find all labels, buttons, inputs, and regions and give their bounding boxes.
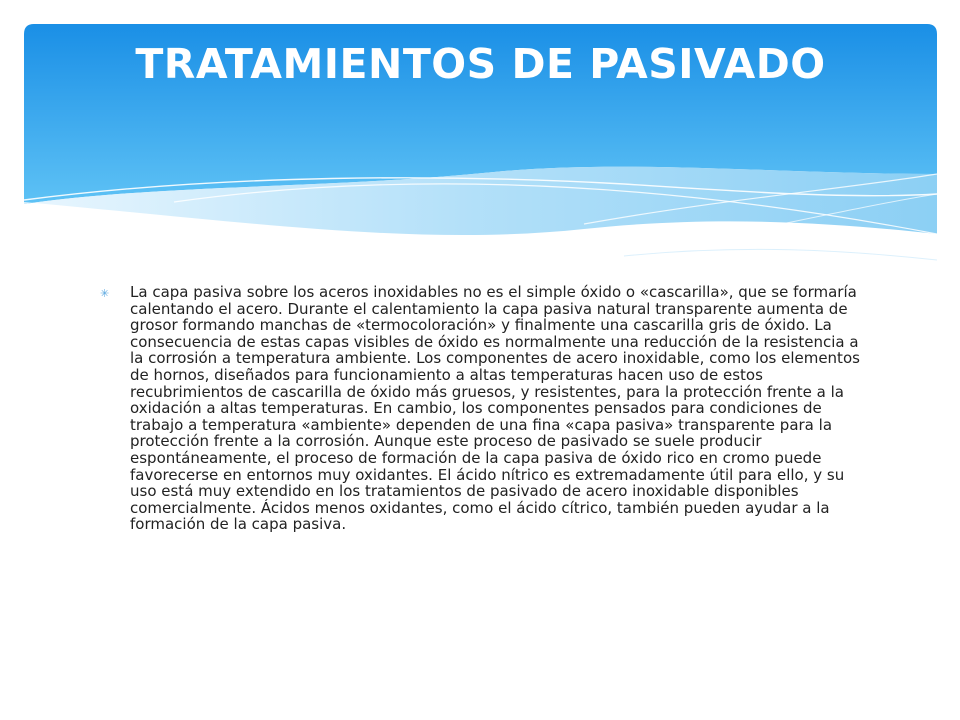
- slide-title: TRATAMIENTOS DE PASIVADO: [135, 40, 826, 88]
- bullet-text: La capa pasiva sobre los aceros inoxidables no es el simple óxido o «cascarilla», que se formaría calentando el acero. Durante el calentamiento la capa pasiva natural transparente aumenta de grosor formando manchas de «termocoloración» y finalmente una cascarilla gris de óxido. La consecuencia de estas capas visibles de óxido es normalmente una reducción de la resistencia a la corrosión a temperatura ambiente. Los componentes de acero inoxidable, como los elementos de hornos, diseñados para funcionamiento a altas temperaturas hacen uso de estos recubrimientos de cascarilla de óxido más gruesos, y resistentes, para la protección frente a la oxidación a altas temperaturas. En cambio, los componentes pensados para condiciones de trabajo a temperatura «ambiente» dependen de una fina «capa pasiva» transparente para la protección frente a la corrosión. Aunque este proceso de pasivado se suele producir espontáneamente, el proceso de formación de la capa pasiva de óxido rico en cromo puede favorecerse en entornos muy oxidantes. El ácido nítrico es extremadamente útil para ello, y su uso está muy extendido en los tratamientos de pasivado de acero inoxidable disponibles comercialmente. Ácidos menos oxidantes, como el ácido cítrico, también pueden ayudar a la formación de la capa pasiva.: [130, 283, 860, 534]
- bullet-item: [100, 284, 865, 533]
- content-area: [100, 284, 865, 533]
- asterisk-bullet-icon: ✳: [100, 288, 110, 300]
